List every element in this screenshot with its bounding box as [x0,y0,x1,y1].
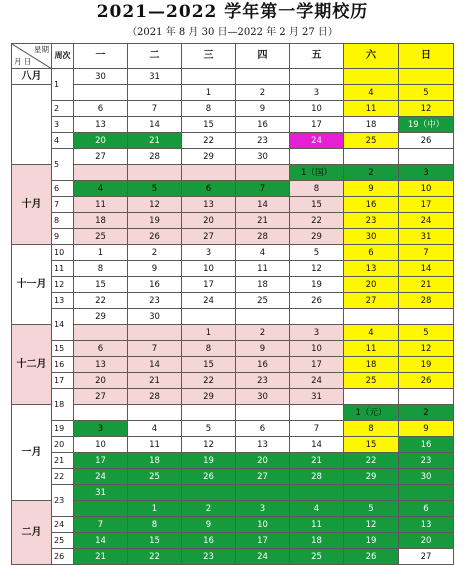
day-cell: 14 [399,261,454,277]
day-cell: 12 [399,341,454,357]
day-cell [399,69,454,85]
day-cell: 8 [344,421,399,437]
day-cell: 12 [182,437,236,453]
month-label: 八月 [12,69,52,85]
day-cell [74,405,128,421]
day-cell: 28 [128,389,182,405]
day-cell: 24 [290,133,344,149]
day-cell: 7 [236,181,290,197]
day-cell: 4 [128,421,182,437]
day-cell: 2 [236,85,290,101]
day-cell: 30 [128,309,182,325]
day-header-sat: 六 [344,44,399,69]
day-cell: 11 [344,341,399,357]
day-cell: 14 [290,437,344,453]
day-cell: 9 [399,421,454,437]
calendar-row [12,325,454,341]
day-cell [290,149,344,165]
calendar-title: 2021—2022 学年第一学期校历 [96,2,369,22]
day-cell: 11 [74,197,128,213]
day-cell: 5 [399,85,454,101]
day-cell: 5 [128,181,182,197]
day-cell: 19 [182,453,236,469]
day-header-mon: 一 [74,44,128,69]
day-cell: 19 [399,357,454,373]
day-cell: 30 [74,69,128,85]
day-cell: 13 [74,357,128,373]
week-number: 19 [52,421,74,437]
day-cell [344,69,399,85]
day-cell: 12 [344,517,399,533]
day-cell: 27 [182,229,236,245]
day-cell: 4 [236,245,290,261]
calendar-row [12,261,454,277]
month-label: 一月 [12,405,52,501]
day-cell: 25 [344,373,399,389]
day-cell: 16 [182,533,236,549]
day-cell: 3 [399,165,454,181]
calendar-subtitle: （2021 年 8 月 30 日—2022 年 2 月 27 日） [127,27,338,38]
day-cell: 30 [236,389,290,405]
month-label: 二月 [12,501,52,565]
day-cell: 26 [399,133,454,149]
day-cell: 29 [74,309,128,325]
day-cell [128,405,182,421]
day-cell: 2 [399,405,454,421]
day-cell: 13 [344,261,399,277]
day-cell [74,501,128,517]
calendar-row [12,437,454,453]
day-cell: 17 [290,117,344,133]
day-header-thu: 四 [236,44,290,69]
week-number: 4 [52,133,74,149]
day-cell [182,309,236,325]
day-cell: 15 [182,357,236,373]
day-cell: 23 [236,133,290,149]
day-cell: 18 [290,533,344,549]
calendar-row [12,181,454,197]
week-number: 15 [52,341,74,357]
calendar-row [12,373,454,389]
header-corner [12,44,52,69]
day-cell: 26 [399,373,454,389]
calendar-row [12,517,454,533]
day-cell: 24 [74,469,128,485]
day-cell: 6 [236,421,290,437]
day-cell: 8 [128,517,182,533]
week-number: 9 [52,229,74,245]
day-cell: 1（国） [290,165,344,181]
calendar-row [12,485,454,501]
day-cell: 16 [344,197,399,213]
day-cell: 13 [74,117,128,133]
day-cell: 1 [182,325,236,341]
day-cell: 3 [290,325,344,341]
day-cell: 21 [399,277,454,293]
day-cell: 1 [74,245,128,261]
day-cell: 17 [290,357,344,373]
day-header-tue: 二 [128,44,182,69]
day-cell: 25 [290,549,344,565]
day-cell: 11 [290,517,344,533]
day-cell: 31 [74,485,128,501]
calendar-row [12,549,454,565]
week-number: 12 [52,277,74,293]
day-cell: 20 [236,453,290,469]
day-cell: 3 [236,501,290,517]
day-cell: 21 [236,213,290,229]
day-cell: 30 [236,149,290,165]
month-label [12,85,52,165]
day-cell: 9 [344,181,399,197]
day-cell [236,69,290,85]
day-cell: 29 [182,389,236,405]
day-cell: 2 [344,165,399,181]
day-cell: 23 [182,549,236,565]
calendar-row [12,165,454,181]
calendar-row [12,101,454,117]
day-cell: 15 [182,117,236,133]
calendar-row [12,149,454,165]
day-cell [236,485,290,501]
week-number: 22 [52,469,74,485]
day-cell: 7 [128,101,182,117]
day-cell: 10 [290,341,344,357]
day-cell [399,149,454,165]
day-cell: 29 [182,149,236,165]
week-number: 6 [52,181,74,197]
day-cell: 18 [74,213,128,229]
day-cell: 11 [128,437,182,453]
day-cell: 19 [290,277,344,293]
day-cell: 17 [236,533,290,549]
week-number: 21 [52,453,74,469]
calendar-row [12,501,454,517]
day-cell: 27 [344,293,399,309]
week-number: 26 [52,549,74,565]
day-cell [290,309,344,325]
day-cell: 15 [290,197,344,213]
day-cell: 8 [74,261,128,277]
day-cell [74,85,128,101]
day-cell: 10 [74,437,128,453]
day-cell: 27 [236,469,290,485]
day-cell [236,405,290,421]
day-cell [399,485,454,501]
day-cell: 26 [290,293,344,309]
day-cell [128,485,182,501]
week-number: 1 [52,69,74,101]
day-cell: 8 [182,341,236,357]
week-number: 24 [52,517,74,533]
day-cell: 25 [236,293,290,309]
day-cell: 9 [236,341,290,357]
day-cell: 7 [128,341,182,357]
day-cell [290,485,344,501]
day-cell: 14 [128,117,182,133]
day-cell [290,69,344,85]
day-cell [74,165,128,181]
day-cell: 10 [399,181,454,197]
day-cell: 5 [290,245,344,261]
day-cell: 20 [399,533,454,549]
day-cell: 18 [344,117,399,133]
day-cell [399,389,454,405]
day-cell: 12 [290,261,344,277]
day-cell: 6 [344,245,399,261]
day-cell: 18 [128,453,182,469]
week-number: 18 [52,389,74,421]
calendar-row [12,245,454,261]
day-header-wed: 三 [182,44,236,69]
day-cell: 21 [74,549,128,565]
week-number: 3 [52,117,74,133]
day-cell: 24 [290,373,344,389]
day-cell: 21 [290,453,344,469]
day-cell [182,165,236,181]
day-cell: 4 [344,325,399,341]
day-cell: 31 [128,69,182,85]
week-number: 17 [52,373,74,389]
week-number: 16 [52,357,74,373]
month-label: 十月 [12,165,52,245]
day-cell: 24 [236,549,290,565]
day-cell: 22 [128,549,182,565]
day-cell [182,405,236,421]
day-cell: 13 [182,197,236,213]
day-cell: 28 [399,293,454,309]
day-cell [128,85,182,101]
day-cell: 13 [399,517,454,533]
day-cell: 18 [236,277,290,293]
calendar-row [12,277,454,293]
day-cell: 30 [399,469,454,485]
day-cell: 2 [236,325,290,341]
calendar-row [12,533,454,549]
calendar-row [12,229,454,245]
day-cell: 5 [344,501,399,517]
day-cell: 16 [128,277,182,293]
day-cell [344,485,399,501]
day-cell: 18 [344,357,399,373]
week-number: 2 [52,101,74,117]
day-cell [128,325,182,341]
day-cell [290,405,344,421]
day-cell: 8 [290,181,344,197]
day-cell: 28 [290,469,344,485]
day-cell: 31 [399,229,454,245]
day-header-fri: 五 [290,44,344,69]
day-cell: 11 [236,261,290,277]
day-cell [399,309,454,325]
day-cell: 22 [182,373,236,389]
day-cell: 9 [182,517,236,533]
calendar-row [12,85,454,101]
calendar-row [12,405,454,421]
day-cell: 23 [128,293,182,309]
day-cell [236,309,290,325]
day-cell: 13 [236,437,290,453]
day-cell [182,69,236,85]
day-cell: 2 [182,501,236,517]
day-cell [344,149,399,165]
day-cell: 3 [290,85,344,101]
day-cell: 31 [290,389,344,405]
day-cell: 27 [74,389,128,405]
day-cell: 3 [74,421,128,437]
week-number: 10 [52,245,74,261]
day-cell [344,309,399,325]
day-cell: 25 [344,133,399,149]
day-cell: 12 [128,197,182,213]
week-number: 25 [52,533,74,549]
day-cell: 9 [236,101,290,117]
day-cell: 9 [128,261,182,277]
day-cell: 16 [236,357,290,373]
day-cell: 5 [399,325,454,341]
day-cell: 22 [74,293,128,309]
day-cell [182,485,236,501]
day-cell: 17 [399,197,454,213]
day-cell: 4 [74,181,128,197]
week-number: 13 [52,293,74,309]
day-cell: 22 [182,133,236,149]
day-cell: 10 [182,261,236,277]
day-cell: 26 [128,229,182,245]
day-cell: 14 [236,197,290,213]
day-cell: 7 [290,421,344,437]
day-cell [236,165,290,181]
day-cell: 20 [182,213,236,229]
week-number: 14 [52,309,74,341]
week-number: 11 [52,261,74,277]
week-number: 8 [52,213,74,229]
week-number: 20 [52,437,74,453]
day-cell: 20 [74,373,128,389]
day-cell: 25 [128,469,182,485]
day-cell: 22 [344,453,399,469]
day-cell: 24 [399,213,454,229]
day-cell: 15 [344,437,399,453]
day-cell: 4 [344,85,399,101]
corner-weekday-label: 星期 [34,45,49,54]
day-cell: 21 [128,373,182,389]
calendar-row [12,357,454,373]
day-cell: 28 [128,149,182,165]
week-number: 23 [52,485,74,517]
day-cell: 16 [399,437,454,453]
calendar-row [12,389,454,405]
day-cell: 22 [290,213,344,229]
calendar-row [12,69,454,85]
calendar-row [12,293,454,309]
day-cell: 7 [74,517,128,533]
day-cell: 5 [182,421,236,437]
day-cell: 4 [290,501,344,517]
day-cell: 20 [74,133,128,149]
day-cell: 27 [399,549,454,565]
day-cell: 17 [182,277,236,293]
day-cell [74,325,128,341]
day-cell: 27 [74,149,128,165]
calendar-row [12,117,454,133]
day-cell: 29 [344,469,399,485]
calendar-row [12,421,454,437]
day-cell: 10 [236,517,290,533]
corner-month-day-label: 月 日 [14,57,32,66]
day-cell: 17 [74,453,128,469]
day-cell: 24 [182,293,236,309]
school-calendar-table [11,43,454,565]
day-cell: 29 [290,229,344,245]
day-header-sun: 日 [399,44,454,69]
day-cell: 20 [344,277,399,293]
calendar-row [12,133,454,149]
day-cell: 6 [74,101,128,117]
day-cell: 6 [399,501,454,517]
calendar-row [12,453,454,469]
week-number: 5 [52,149,74,181]
day-cell: 10 [290,101,344,117]
calendar-row [12,197,454,213]
calendar-row [12,309,454,325]
day-cell: 1（元） [344,405,399,421]
day-cell: 23 [399,453,454,469]
day-cell: 19（中） [399,117,454,133]
day-cell: 15 [74,277,128,293]
day-cell: 7 [399,245,454,261]
day-cell: 11 [344,101,399,117]
day-cell: 8 [182,101,236,117]
day-cell: 14 [128,357,182,373]
calendar-row [12,469,454,485]
day-cell: 26 [182,469,236,485]
calendar-row [12,341,454,357]
calendar-row [12,213,454,229]
day-cell: 15 [128,533,182,549]
month-label: 十一月 [12,245,52,325]
month-label: 十二月 [12,325,52,405]
day-cell: 1 [128,501,182,517]
day-cell: 14 [74,533,128,549]
header-row [12,44,454,69]
day-cell: 30 [344,229,399,245]
day-cell: 12 [399,101,454,117]
day-cell: 23 [344,213,399,229]
day-cell: 16 [236,117,290,133]
day-cell: 1 [182,85,236,101]
day-cell: 21 [128,133,182,149]
day-cell: 6 [74,341,128,357]
week-number: 7 [52,197,74,213]
day-cell [128,165,182,181]
day-cell: 19 [344,533,399,549]
day-cell: 23 [236,373,290,389]
day-cell: 2 [128,245,182,261]
day-cell [344,389,399,405]
day-cell: 25 [74,229,128,245]
day-cell: 19 [128,213,182,229]
day-cell: 6 [182,181,236,197]
day-cell: 3 [182,245,236,261]
day-cell: 28 [236,229,290,245]
day-cell: 26 [344,549,399,565]
week-number-header: 周次 [52,44,74,69]
